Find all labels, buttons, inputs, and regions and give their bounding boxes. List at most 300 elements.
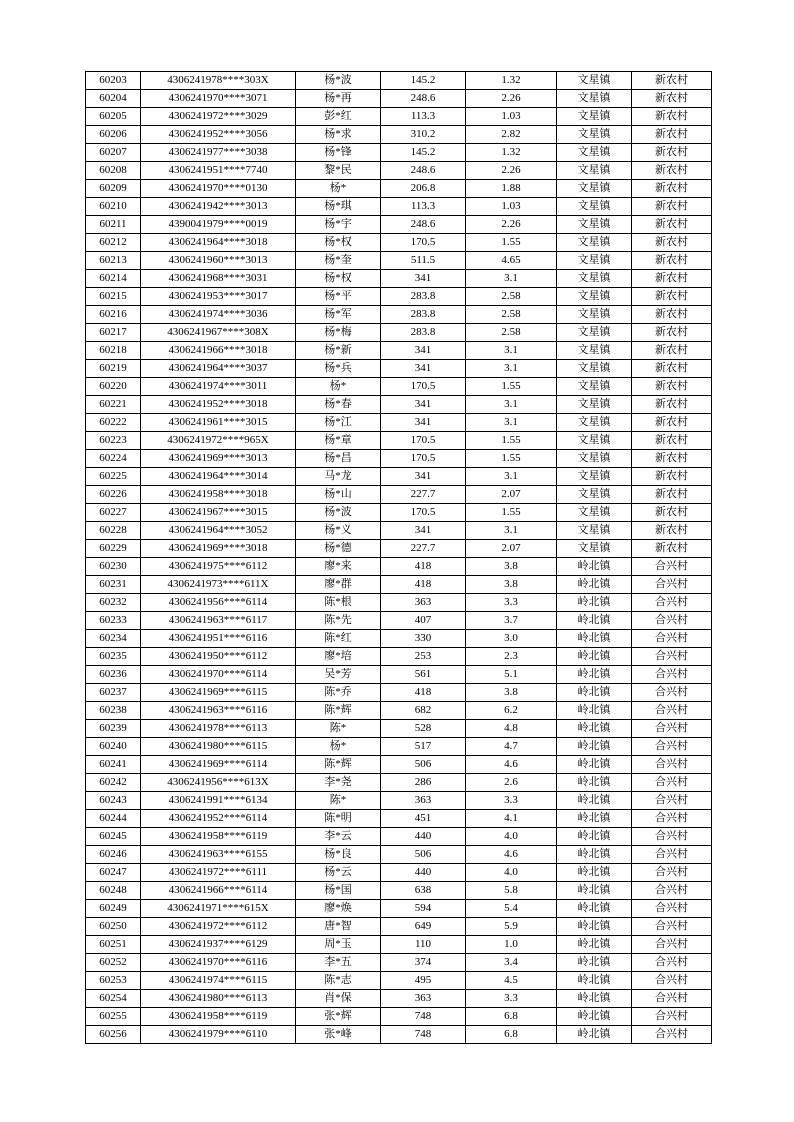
cell-name: 杨*章 — [296, 432, 381, 450]
table-row — [86, 144, 712, 162]
cell-village: 新农村 — [632, 324, 712, 342]
table-row — [86, 180, 712, 198]
cell-name: 杨*义 — [296, 522, 381, 540]
cell-id-card-masked: 4306241969****3018 — [141, 540, 296, 558]
cell-village: 新农村 — [632, 468, 712, 486]
cell-village: 新农村 — [632, 414, 712, 432]
cell-amount: 506 — [381, 756, 466, 774]
cell-area: 6.8 — [466, 1026, 557, 1044]
cell-village: 合兴村 — [632, 900, 712, 918]
cell-town: 文星镇 — [557, 324, 632, 342]
cell-amount: 248.6 — [381, 162, 466, 180]
cell-amount: 440 — [381, 864, 466, 882]
table-row — [86, 414, 712, 432]
cell-town: 岭北镇 — [557, 648, 632, 666]
cell-village: 新农村 — [632, 144, 712, 162]
cell-village: 新农村 — [632, 360, 712, 378]
cell-town: 岭北镇 — [557, 882, 632, 900]
table-row — [86, 396, 712, 414]
cell-village: 合兴村 — [632, 990, 712, 1008]
cell-name: 杨*兵 — [296, 360, 381, 378]
cell-name: 杨*权 — [296, 270, 381, 288]
cell-town: 岭北镇 — [557, 792, 632, 810]
cell-amount: 330 — [381, 630, 466, 648]
cell-serial-number: 60246 — [86, 846, 141, 864]
cell-village: 新农村 — [632, 162, 712, 180]
cell-id-card-masked: 4306241964****3052 — [141, 522, 296, 540]
cell-id-card-masked: 4306241969****6115 — [141, 684, 296, 702]
cell-id-card-masked: 4306241974****6115 — [141, 972, 296, 990]
cell-amount: 341 — [381, 414, 466, 432]
cell-village: 新农村 — [632, 306, 712, 324]
cell-amount: 113.3 — [381, 198, 466, 216]
cell-area: 2.26 — [466, 216, 557, 234]
cell-area: 4.0 — [466, 828, 557, 846]
cell-area: 1.32 — [466, 72, 557, 90]
cell-amount: 495 — [381, 972, 466, 990]
cell-name: 肖*保 — [296, 990, 381, 1008]
cell-amount: 440 — [381, 828, 466, 846]
cell-id-card-masked: 4306241952****3056 — [141, 126, 296, 144]
cell-town: 文星镇 — [557, 414, 632, 432]
cell-village: 合兴村 — [632, 918, 712, 936]
cell-town: 文星镇 — [557, 72, 632, 90]
cell-serial-number: 60243 — [86, 792, 141, 810]
cell-village: 新农村 — [632, 198, 712, 216]
cell-amount: 286 — [381, 774, 466, 792]
cell-town: 岭北镇 — [557, 954, 632, 972]
table-row — [86, 684, 712, 702]
cell-area: 5.4 — [466, 900, 557, 918]
cell-serial-number: 60229 — [86, 540, 141, 558]
cell-name: 张*辉 — [296, 1008, 381, 1026]
cell-village: 合兴村 — [632, 810, 712, 828]
cell-area: 2.07 — [466, 486, 557, 504]
cell-serial-number: 60211 — [86, 216, 141, 234]
table-row — [86, 738, 712, 756]
cell-amount: 113.3 — [381, 108, 466, 126]
cell-name: 李*五 — [296, 954, 381, 972]
cell-name: 吴*芳 — [296, 666, 381, 684]
cell-serial-number: 60254 — [86, 990, 141, 1008]
table-row — [86, 486, 712, 504]
cell-id-card-masked: 4306241956****613X — [141, 774, 296, 792]
cell-serial-number: 60212 — [86, 234, 141, 252]
cell-id-card-masked: 4306241972****6111 — [141, 864, 296, 882]
cell-amount: 170.5 — [381, 504, 466, 522]
cell-area: 6.8 — [466, 1008, 557, 1026]
cell-id-card-masked: 4306241966****3018 — [141, 342, 296, 360]
cell-id-card-masked: 4306241963****6155 — [141, 846, 296, 864]
cell-amount: 451 — [381, 810, 466, 828]
cell-name: 陈* — [296, 792, 381, 810]
cell-village: 新农村 — [632, 180, 712, 198]
cell-town: 文星镇 — [557, 234, 632, 252]
cell-serial-number: 60216 — [86, 306, 141, 324]
cell-id-card-masked: 4306241967****3015 — [141, 504, 296, 522]
table-row — [86, 720, 712, 738]
cell-amount: 341 — [381, 468, 466, 486]
subsidy-list-table — [85, 71, 712, 1044]
cell-town: 岭北镇 — [557, 1026, 632, 1044]
cell-name: 张*峰 — [296, 1026, 381, 1044]
cell-name: 杨*新 — [296, 342, 381, 360]
table-row — [86, 558, 712, 576]
cell-area: 4.6 — [466, 756, 557, 774]
cell-name: 陈*辉 — [296, 702, 381, 720]
cell-town: 文星镇 — [557, 216, 632, 234]
cell-amount: 253 — [381, 648, 466, 666]
cell-id-card-masked: 4306241952****6114 — [141, 810, 296, 828]
cell-id-card-masked: 4306241973****611X — [141, 576, 296, 594]
table-row — [86, 216, 712, 234]
cell-serial-number: 60242 — [86, 774, 141, 792]
cell-area: 3.1 — [466, 468, 557, 486]
cell-amount: 594 — [381, 900, 466, 918]
cell-village: 合兴村 — [632, 576, 712, 594]
cell-village: 新农村 — [632, 288, 712, 306]
cell-village: 新农村 — [632, 450, 712, 468]
cell-id-card-masked: 4306241972****965X — [141, 432, 296, 450]
cell-village: 新农村 — [632, 216, 712, 234]
cell-area: 1.03 — [466, 198, 557, 216]
cell-amount: 748 — [381, 1008, 466, 1026]
cell-town: 文星镇 — [557, 306, 632, 324]
cell-id-card-masked: 4306241966****6114 — [141, 882, 296, 900]
cell-town: 岭北镇 — [557, 702, 632, 720]
cell-village: 合兴村 — [632, 792, 712, 810]
cell-area: 5.1 — [466, 666, 557, 684]
table-row — [86, 540, 712, 558]
cell-id-card-masked: 4306241979****6110 — [141, 1026, 296, 1044]
cell-serial-number: 60219 — [86, 360, 141, 378]
cell-name: 周*玉 — [296, 936, 381, 954]
table-row — [86, 954, 712, 972]
cell-name: 杨*平 — [296, 288, 381, 306]
cell-serial-number: 60245 — [86, 828, 141, 846]
cell-id-card-masked: 4306241974****3011 — [141, 378, 296, 396]
cell-amount: 110 — [381, 936, 466, 954]
cell-name: 杨*军 — [296, 306, 381, 324]
table-row — [86, 972, 712, 990]
cell-town: 文星镇 — [557, 180, 632, 198]
cell-serial-number: 60225 — [86, 468, 141, 486]
cell-id-card-masked: 4306241950****6112 — [141, 648, 296, 666]
cell-name: 陈*红 — [296, 630, 381, 648]
cell-serial-number: 60236 — [86, 666, 141, 684]
cell-serial-number: 60253 — [86, 972, 141, 990]
cell-village: 新农村 — [632, 486, 712, 504]
cell-serial-number: 60232 — [86, 594, 141, 612]
table-row — [86, 612, 712, 630]
cell-amount: 341 — [381, 342, 466, 360]
cell-area: 2.82 — [466, 126, 557, 144]
cell-serial-number: 60227 — [86, 504, 141, 522]
cell-town: 岭北镇 — [557, 828, 632, 846]
cell-serial-number: 60256 — [86, 1026, 141, 1044]
cell-town: 岭北镇 — [557, 630, 632, 648]
cell-name: 杨*昌 — [296, 450, 381, 468]
cell-village: 合兴村 — [632, 774, 712, 792]
cell-amount: 170.5 — [381, 234, 466, 252]
cell-name: 杨*琪 — [296, 198, 381, 216]
table-row — [86, 648, 712, 666]
cell-area: 4.6 — [466, 846, 557, 864]
cell-name: 杨*春 — [296, 396, 381, 414]
cell-village: 合兴村 — [632, 972, 712, 990]
cell-town: 岭北镇 — [557, 900, 632, 918]
cell-area: 2.58 — [466, 324, 557, 342]
table-row — [86, 810, 712, 828]
cell-village: 合兴村 — [632, 882, 712, 900]
cell-serial-number: 60240 — [86, 738, 141, 756]
table-row — [86, 630, 712, 648]
cell-area: 3.3 — [466, 792, 557, 810]
cell-name: 廖*焕 — [296, 900, 381, 918]
cell-village: 合兴村 — [632, 612, 712, 630]
cell-area: 3.1 — [466, 522, 557, 540]
table-row — [86, 378, 712, 396]
cell-id-card-masked: 4306241978****6113 — [141, 720, 296, 738]
cell-name: 杨*波 — [296, 504, 381, 522]
cell-name: 陈*辉 — [296, 756, 381, 774]
cell-amount: 363 — [381, 594, 466, 612]
table-row — [86, 324, 712, 342]
cell-name: 陈*志 — [296, 972, 381, 990]
cell-area: 4.0 — [466, 864, 557, 882]
table-row — [86, 360, 712, 378]
cell-town: 岭北镇 — [557, 810, 632, 828]
cell-amount: 511.5 — [381, 252, 466, 270]
cell-village: 合兴村 — [632, 630, 712, 648]
cell-town: 岭北镇 — [557, 774, 632, 792]
cell-serial-number: 60222 — [86, 414, 141, 432]
cell-village: 合兴村 — [632, 1008, 712, 1026]
cell-serial-number: 60241 — [86, 756, 141, 774]
cell-town: 岭北镇 — [557, 720, 632, 738]
cell-town: 文星镇 — [557, 288, 632, 306]
cell-town: 文星镇 — [557, 126, 632, 144]
cell-area: 2.07 — [466, 540, 557, 558]
cell-name: 杨*良 — [296, 846, 381, 864]
cell-town: 文星镇 — [557, 162, 632, 180]
cell-town: 岭北镇 — [557, 576, 632, 594]
cell-area: 5.9 — [466, 918, 557, 936]
cell-name: 陈*根 — [296, 594, 381, 612]
table-row — [86, 666, 712, 684]
cell-serial-number: 60255 — [86, 1008, 141, 1026]
cell-town: 岭北镇 — [557, 918, 632, 936]
table-row — [86, 774, 712, 792]
cell-serial-number: 60206 — [86, 126, 141, 144]
table-row — [86, 918, 712, 936]
cell-serial-number: 60231 — [86, 576, 141, 594]
cell-town: 文星镇 — [557, 270, 632, 288]
cell-name: 杨*江 — [296, 414, 381, 432]
cell-serial-number: 60248 — [86, 882, 141, 900]
cell-serial-number: 60214 — [86, 270, 141, 288]
cell-serial-number: 60223 — [86, 432, 141, 450]
cell-area: 1.0 — [466, 936, 557, 954]
cell-town: 文星镇 — [557, 504, 632, 522]
cell-amount: 407 — [381, 612, 466, 630]
cell-name: 杨*锋 — [296, 144, 381, 162]
table-row — [86, 162, 712, 180]
cell-serial-number: 60237 — [86, 684, 141, 702]
cell-id-card-masked: 4306241980****6113 — [141, 990, 296, 1008]
cell-name: 彭*红 — [296, 108, 381, 126]
cell-amount: 341 — [381, 360, 466, 378]
cell-amount: 374 — [381, 954, 466, 972]
cell-amount: 310.2 — [381, 126, 466, 144]
cell-village: 新农村 — [632, 252, 712, 270]
cell-id-card-masked: 4390041979****0019 — [141, 216, 296, 234]
cell-serial-number: 60213 — [86, 252, 141, 270]
cell-serial-number: 60239 — [86, 720, 141, 738]
cell-village: 合兴村 — [632, 684, 712, 702]
cell-town: 文星镇 — [557, 90, 632, 108]
cell-town: 岭北镇 — [557, 756, 632, 774]
cell-area: 5.8 — [466, 882, 557, 900]
cell-town: 文星镇 — [557, 396, 632, 414]
cell-name: 廖*来 — [296, 558, 381, 576]
cell-amount: 248.6 — [381, 216, 466, 234]
cell-village: 合兴村 — [632, 1026, 712, 1044]
cell-area: 1.55 — [466, 432, 557, 450]
cell-serial-number: 60233 — [86, 612, 141, 630]
cell-id-card-masked: 4306241951****6116 — [141, 630, 296, 648]
cell-town: 文星镇 — [557, 522, 632, 540]
cell-id-card-masked: 4306241958****3018 — [141, 486, 296, 504]
cell-village: 新农村 — [632, 432, 712, 450]
cell-area: 2.3 — [466, 648, 557, 666]
cell-serial-number: 60207 — [86, 144, 141, 162]
cell-amount: 363 — [381, 990, 466, 1008]
cell-village: 新农村 — [632, 396, 712, 414]
cell-id-card-masked: 4306241960****3013 — [141, 252, 296, 270]
cell-village: 合兴村 — [632, 954, 712, 972]
cell-id-card-masked: 4306241980****6115 — [141, 738, 296, 756]
table-row — [86, 882, 712, 900]
cell-name: 杨*宇 — [296, 216, 381, 234]
cell-name: 陈*乔 — [296, 684, 381, 702]
cell-village: 合兴村 — [632, 936, 712, 954]
table-row — [86, 1008, 712, 1026]
table-row — [86, 252, 712, 270]
cell-name: 杨*德 — [296, 540, 381, 558]
table-row — [86, 450, 712, 468]
cell-town: 岭北镇 — [557, 738, 632, 756]
table-row — [86, 270, 712, 288]
cell-amount: 170.5 — [381, 450, 466, 468]
cell-name: 杨*权 — [296, 234, 381, 252]
cell-id-card-masked: 4306241972****3029 — [141, 108, 296, 126]
cell-area: 3.3 — [466, 594, 557, 612]
table-row — [86, 900, 712, 918]
table-body — [86, 72, 712, 1044]
cell-name: 杨* — [296, 180, 381, 198]
cell-amount: 227.7 — [381, 486, 466, 504]
cell-area: 3.8 — [466, 558, 557, 576]
cell-amount: 418 — [381, 684, 466, 702]
cell-amount: 517 — [381, 738, 466, 756]
cell-amount: 206.8 — [381, 180, 466, 198]
cell-village: 新农村 — [632, 540, 712, 558]
cell-id-card-masked: 4306241967****308X — [141, 324, 296, 342]
cell-amount: 341 — [381, 396, 466, 414]
table-row — [86, 522, 712, 540]
cell-amount: 649 — [381, 918, 466, 936]
table-row — [86, 1026, 712, 1044]
cell-serial-number: 60251 — [86, 936, 141, 954]
cell-area: 3.1 — [466, 360, 557, 378]
table-row — [86, 846, 712, 864]
cell-serial-number: 60208 — [86, 162, 141, 180]
cell-area: 4.7 — [466, 738, 557, 756]
cell-name: 陈*明 — [296, 810, 381, 828]
cell-village: 合兴村 — [632, 738, 712, 756]
cell-area: 1.55 — [466, 234, 557, 252]
cell-id-card-masked: 4306241952****3018 — [141, 396, 296, 414]
cell-amount: 283.8 — [381, 288, 466, 306]
cell-area: 1.55 — [466, 378, 557, 396]
table-row — [86, 432, 712, 450]
table-row — [86, 504, 712, 522]
cell-id-card-masked: 4306241942****3013 — [141, 198, 296, 216]
cell-id-card-masked: 4306241964****3037 — [141, 360, 296, 378]
cell-amount: 748 — [381, 1026, 466, 1044]
table-row — [86, 108, 712, 126]
cell-amount: 248.6 — [381, 90, 466, 108]
cell-area: 2.58 — [466, 288, 557, 306]
cell-town: 文星镇 — [557, 468, 632, 486]
cell-area: 3.8 — [466, 684, 557, 702]
cell-area: 1.55 — [466, 450, 557, 468]
cell-id-card-masked: 4306241970****6116 — [141, 954, 296, 972]
cell-id-card-masked: 4306241971****615X — [141, 900, 296, 918]
cell-amount: 283.8 — [381, 324, 466, 342]
cell-name: 杨*再 — [296, 90, 381, 108]
cell-amount: 506 — [381, 846, 466, 864]
cell-id-card-masked: 4306241970****3071 — [141, 90, 296, 108]
cell-serial-number: 60204 — [86, 90, 141, 108]
cell-amount: 418 — [381, 576, 466, 594]
cell-amount: 638 — [381, 882, 466, 900]
cell-town: 岭北镇 — [557, 990, 632, 1008]
table-row — [86, 126, 712, 144]
cell-id-card-masked: 4306241961****3015 — [141, 414, 296, 432]
cell-name: 李*尧 — [296, 774, 381, 792]
cell-area: 3.3 — [466, 990, 557, 1008]
cell-name: 杨*云 — [296, 864, 381, 882]
cell-town: 岭北镇 — [557, 594, 632, 612]
cell-amount: 170.5 — [381, 378, 466, 396]
cell-village: 合兴村 — [632, 720, 712, 738]
table-row — [86, 234, 712, 252]
cell-name: 杨* — [296, 378, 381, 396]
cell-name: 杨*波 — [296, 72, 381, 90]
cell-village: 新农村 — [632, 108, 712, 126]
cell-id-card-masked: 4306241958****6119 — [141, 828, 296, 846]
table-row — [86, 756, 712, 774]
cell-town: 文星镇 — [557, 540, 632, 558]
cell-amount: 145.2 — [381, 72, 466, 90]
table-row — [86, 90, 712, 108]
cell-town: 文星镇 — [557, 360, 632, 378]
cell-serial-number: 60217 — [86, 324, 141, 342]
cell-serial-number: 60252 — [86, 954, 141, 972]
cell-serial-number: 60210 — [86, 198, 141, 216]
